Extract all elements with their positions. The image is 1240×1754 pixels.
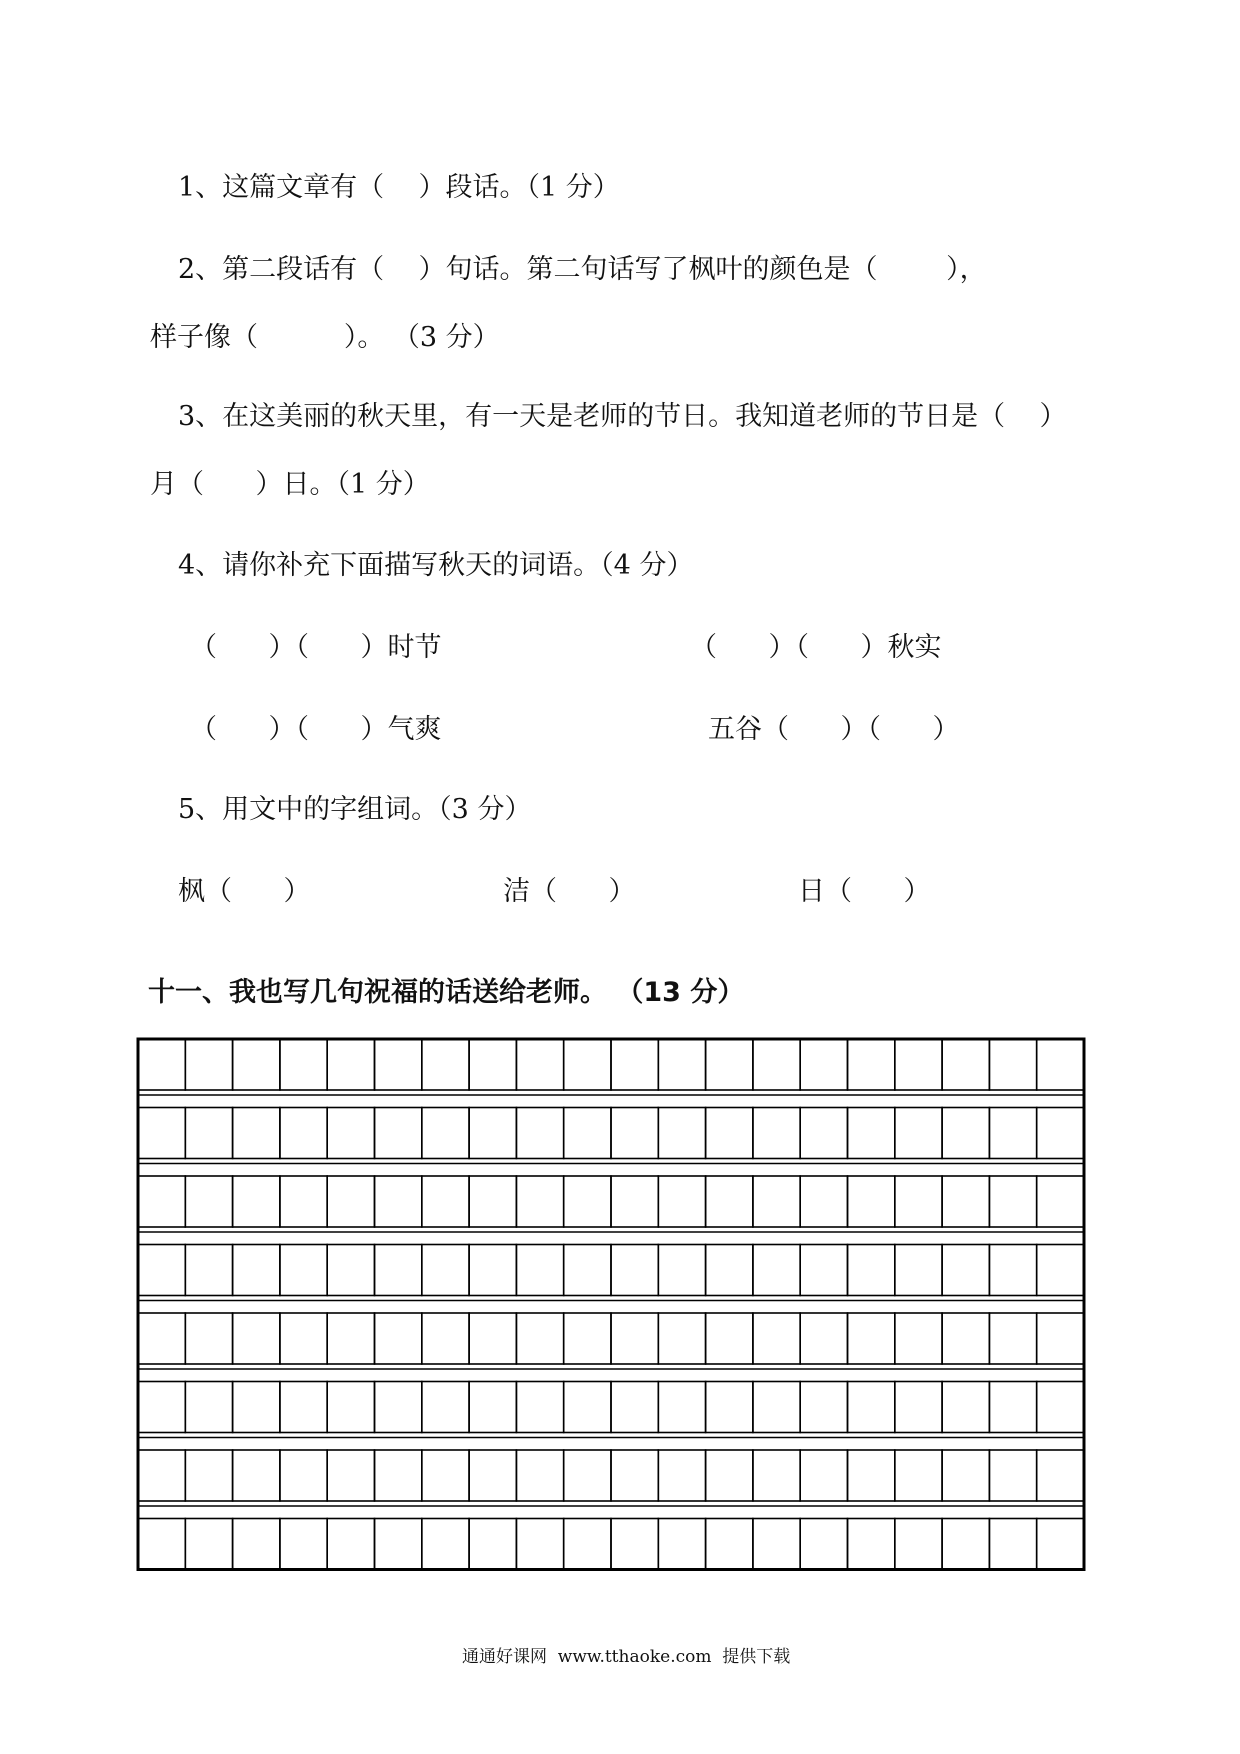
question-4-item-1: （ ）（ ）时节 — [190, 632, 442, 663]
grid-cell[interactable] — [422, 1176, 469, 1227]
grid-cell[interactable] — [848, 1176, 895, 1227]
grid-cell[interactable] — [375, 1450, 422, 1501]
grid-cell[interactable] — [800, 1450, 847, 1501]
grid-cell[interactable] — [848, 1382, 895, 1433]
grid-cell[interactable] — [233, 1108, 280, 1159]
grid-cell[interactable] — [280, 1313, 327, 1364]
grid-cell[interactable] — [564, 1039, 611, 1090]
grid-cell[interactable] — [280, 1245, 327, 1296]
grid-cell[interactable] — [658, 1519, 705, 1570]
grid-cell[interactable] — [185, 1313, 232, 1364]
question-2-line-2: 样子像（ ）。 （3 分） — [150, 322, 500, 353]
grid-cell[interactable] — [1037, 1382, 1084, 1433]
grid-cell[interactable] — [469, 1039, 516, 1090]
grid-cell[interactable] — [516, 1382, 563, 1433]
grid-cell[interactable] — [422, 1382, 469, 1433]
grid-cell[interactable] — [895, 1108, 942, 1159]
grid-cell[interactable] — [848, 1039, 895, 1090]
grid-cell[interactable] — [375, 1039, 422, 1090]
grid-cell[interactable] — [942, 1382, 989, 1433]
grid-cell[interactable] — [516, 1450, 563, 1501]
grid-cell[interactable] — [753, 1519, 800, 1570]
grid-cell[interactable] — [895, 1450, 942, 1501]
grid-cell[interactable] — [706, 1245, 753, 1296]
grid-cell[interactable] — [942, 1176, 989, 1227]
grid-cell[interactable] — [942, 1450, 989, 1501]
grid-cell[interactable] — [753, 1450, 800, 1501]
grid-cell[interactable] — [138, 1039, 185, 1090]
question-5-item-2: 洁（ ） — [503, 876, 636, 907]
grid-cell[interactable] — [516, 1108, 563, 1159]
grid-cell[interactable] — [185, 1382, 232, 1433]
grid-cell[interactable] — [1037, 1519, 1084, 1570]
grid-cell[interactable] — [942, 1039, 989, 1090]
grid-cell[interactable] — [989, 1450, 1036, 1501]
grid-cell[interactable] — [848, 1450, 895, 1501]
grid-cell[interactable] — [800, 1245, 847, 1296]
grid-cell[interactable] — [989, 1313, 1036, 1364]
section-11-title: 十一、我也写几句祝福的话送给老师。 （13 分） — [148, 977, 745, 1008]
grid-cell[interactable] — [753, 1108, 800, 1159]
grid-cell[interactable] — [469, 1313, 516, 1364]
grid-cell[interactable] — [327, 1313, 374, 1364]
grid-cell[interactable] — [138, 1108, 185, 1159]
grid-cell[interactable] — [516, 1313, 563, 1364]
grid-cell[interactable] — [422, 1108, 469, 1159]
grid-cell[interactable] — [280, 1450, 327, 1501]
grid-cell[interactable] — [658, 1245, 705, 1296]
grid-cell[interactable] — [469, 1176, 516, 1227]
grid-cell[interactable] — [942, 1108, 989, 1159]
grid-cell[interactable] — [800, 1313, 847, 1364]
grid-cell[interactable] — [753, 1176, 800, 1227]
grid-cell[interactable] — [611, 1039, 658, 1090]
grid-cell[interactable] — [280, 1176, 327, 1227]
grid-cell[interactable] — [327, 1519, 374, 1570]
grid-cell[interactable] — [375, 1245, 422, 1296]
grid-cell[interactable] — [564, 1176, 611, 1227]
grid-cell[interactable] — [233, 1450, 280, 1501]
question-4-item-3: （ ）（ ）气爽 — [190, 714, 442, 745]
grid-cell[interactable] — [185, 1519, 232, 1570]
grid-cell[interactable] — [895, 1176, 942, 1227]
grid-cell[interactable] — [706, 1176, 753, 1227]
grid-cell[interactable] — [1037, 1108, 1084, 1159]
grid-cell[interactable] — [1037, 1245, 1084, 1296]
grid-cell[interactable] — [989, 1039, 1036, 1090]
grid-cell[interactable] — [658, 1450, 705, 1501]
grid-cell[interactable] — [989, 1176, 1036, 1227]
grid-cell[interactable] — [564, 1382, 611, 1433]
grid-cell[interactable] — [848, 1108, 895, 1159]
grid-cell[interactable] — [280, 1039, 327, 1090]
grid-cell[interactable] — [706, 1519, 753, 1570]
grid-cell[interactable] — [233, 1039, 280, 1090]
grid-cell[interactable] — [327, 1382, 374, 1433]
grid-cell[interactable] — [611, 1382, 658, 1433]
grid-cell[interactable] — [375, 1108, 422, 1159]
grid-cell[interactable] — [375, 1519, 422, 1570]
grid-cell[interactable] — [1037, 1450, 1084, 1501]
grid-cell[interactable] — [233, 1382, 280, 1433]
question-3-line-2: 月（ ）日。（1 分） — [150, 469, 430, 500]
grid-cell[interactable] — [848, 1519, 895, 1570]
footer-text: 通通好课网 www.tthaoke.com 提供下载 — [462, 1647, 791, 1667]
question-1: 1、这篇文章有（ ）段话。（1 分） — [178, 172, 620, 203]
question-2-line-1: 2、第二段话有（ ）句话。第二句话写了枫叶的颜色是（ ）， — [178, 254, 987, 285]
grid-cell[interactable] — [280, 1382, 327, 1433]
grid-cell[interactable] — [800, 1176, 847, 1227]
grid-cell[interactable] — [516, 1519, 563, 1570]
grid-cell[interactable] — [185, 1108, 232, 1159]
grid-cell[interactable] — [185, 1176, 232, 1227]
question-4-item-4: 五谷（ ）（ ） — [708, 714, 960, 745]
grid-cell[interactable] — [895, 1039, 942, 1090]
question-5: 5、用文中的字组词。（3 分） — [178, 794, 532, 825]
grid-cell[interactable] — [848, 1313, 895, 1364]
grid-cell[interactable] — [1037, 1039, 1084, 1090]
grid-cell[interactable] — [611, 1176, 658, 1227]
grid-cell[interactable] — [658, 1382, 705, 1433]
grid-cell[interactable] — [706, 1450, 753, 1501]
question-5-item-3: 日（ ） — [798, 876, 931, 907]
grid-cell[interactable] — [800, 1108, 847, 1159]
grid-cell[interactable] — [753, 1245, 800, 1296]
grid-cell[interactable] — [895, 1245, 942, 1296]
grid-cell[interactable] — [611, 1245, 658, 1296]
question-4-item-2: （ ）（ ）秋实 — [690, 632, 942, 663]
grid-cell[interactable] — [185, 1450, 232, 1501]
grid-cell[interactable] — [233, 1245, 280, 1296]
grid-cell[interactable] — [233, 1519, 280, 1570]
grid-cell[interactable] — [422, 1039, 469, 1090]
grid-cell[interactable] — [138, 1245, 185, 1296]
grid-cell[interactable] — [422, 1450, 469, 1501]
grid-cell[interactable] — [611, 1313, 658, 1364]
grid-cell[interactable] — [138, 1313, 185, 1364]
grid-cell[interactable] — [375, 1382, 422, 1433]
grid-cell[interactable] — [895, 1519, 942, 1570]
grid-cell[interactable] — [469, 1245, 516, 1296]
grid-cell[interactable] — [422, 1313, 469, 1364]
grid-cell[interactable] — [185, 1039, 232, 1090]
grid-cell[interactable] — [1037, 1176, 1084, 1227]
grid-cell[interactable] — [800, 1519, 847, 1570]
grid-cell[interactable] — [233, 1313, 280, 1364]
grid-cell[interactable] — [658, 1313, 705, 1364]
grid-cell[interactable] — [375, 1313, 422, 1364]
grid-cell[interactable] — [516, 1245, 563, 1296]
grid-cell[interactable] — [658, 1108, 705, 1159]
grid-cell[interactable] — [138, 1176, 185, 1227]
grid-cell[interactable] — [327, 1176, 374, 1227]
grid-cell[interactable] — [848, 1245, 895, 1296]
grid-cell[interactable] — [138, 1382, 185, 1433]
grid-cell[interactable] — [185, 1245, 232, 1296]
grid-cell[interactable] — [469, 1108, 516, 1159]
grid-cell[interactable] — [280, 1108, 327, 1159]
grid-cell[interactable] — [138, 1519, 185, 1570]
grid-cell[interactable] — [564, 1108, 611, 1159]
grid-cell[interactable] — [564, 1245, 611, 1296]
grid-cell[interactable] — [327, 1450, 374, 1501]
grid-cell[interactable] — [469, 1519, 516, 1570]
grid-cell[interactable] — [658, 1039, 705, 1090]
grid-cell[interactable] — [753, 1313, 800, 1364]
grid-cell[interactable] — [469, 1382, 516, 1433]
grid-cell[interactable] — [753, 1039, 800, 1090]
grid-cell[interactable] — [327, 1108, 374, 1159]
grid-cell[interactable] — [375, 1176, 422, 1227]
grid-cell[interactable] — [233, 1176, 280, 1227]
grid-cell[interactable] — [327, 1245, 374, 1296]
grid-cell[interactable] — [611, 1519, 658, 1570]
grid-cell[interactable] — [564, 1450, 611, 1501]
grid-cell[interactable] — [989, 1245, 1036, 1296]
grid-cell[interactable] — [138, 1450, 185, 1501]
grid-cell[interactable] — [989, 1382, 1036, 1433]
grid-cell[interactable] — [516, 1039, 563, 1090]
grid-cell[interactable] — [422, 1245, 469, 1296]
question-3-line-1: 3、在这美丽的秋天里，有一天是老师的节日。我知道老师的节日是（ ） — [178, 401, 1067, 432]
grid-cell[interactable] — [564, 1313, 611, 1364]
grid-cell[interactable] — [753, 1382, 800, 1433]
grid-cell[interactable] — [989, 1519, 1036, 1570]
grid-cell[interactable] — [516, 1176, 563, 1227]
grid-cell[interactable] — [1037, 1313, 1084, 1364]
grid-cell[interactable] — [895, 1313, 942, 1364]
grid-cell[interactable] — [469, 1450, 516, 1501]
question-5-item-1: 枫（ ） — [178, 876, 311, 907]
grid-cell[interactable] — [800, 1382, 847, 1433]
writing-grid[interactable] — [136, 1037, 1086, 1577]
grid-cell[interactable] — [800, 1039, 847, 1090]
grid-cell[interactable] — [706, 1039, 753, 1090]
grid-cell[interactable] — [989, 1108, 1036, 1159]
grid-cell[interactable] — [611, 1450, 658, 1501]
grid-cell[interactable] — [895, 1382, 942, 1433]
grid-cell[interactable] — [327, 1039, 374, 1090]
grid-cell[interactable] — [706, 1382, 753, 1433]
grid-cell[interactable] — [942, 1519, 989, 1570]
grid-cell[interactable] — [611, 1108, 658, 1159]
grid-cell[interactable] — [658, 1176, 705, 1227]
grid-cell[interactable] — [706, 1313, 753, 1364]
grid-cell[interactable] — [564, 1519, 611, 1570]
grid-cell[interactable] — [706, 1108, 753, 1159]
grid-cell[interactable] — [942, 1245, 989, 1296]
grid-cell[interactable] — [942, 1313, 989, 1364]
question-4: 4、请你补充下面描写秋天的词语。（4 分） — [178, 550, 694, 581]
grid-cell[interactable] — [422, 1519, 469, 1570]
grid-cell[interactable] — [280, 1519, 327, 1570]
